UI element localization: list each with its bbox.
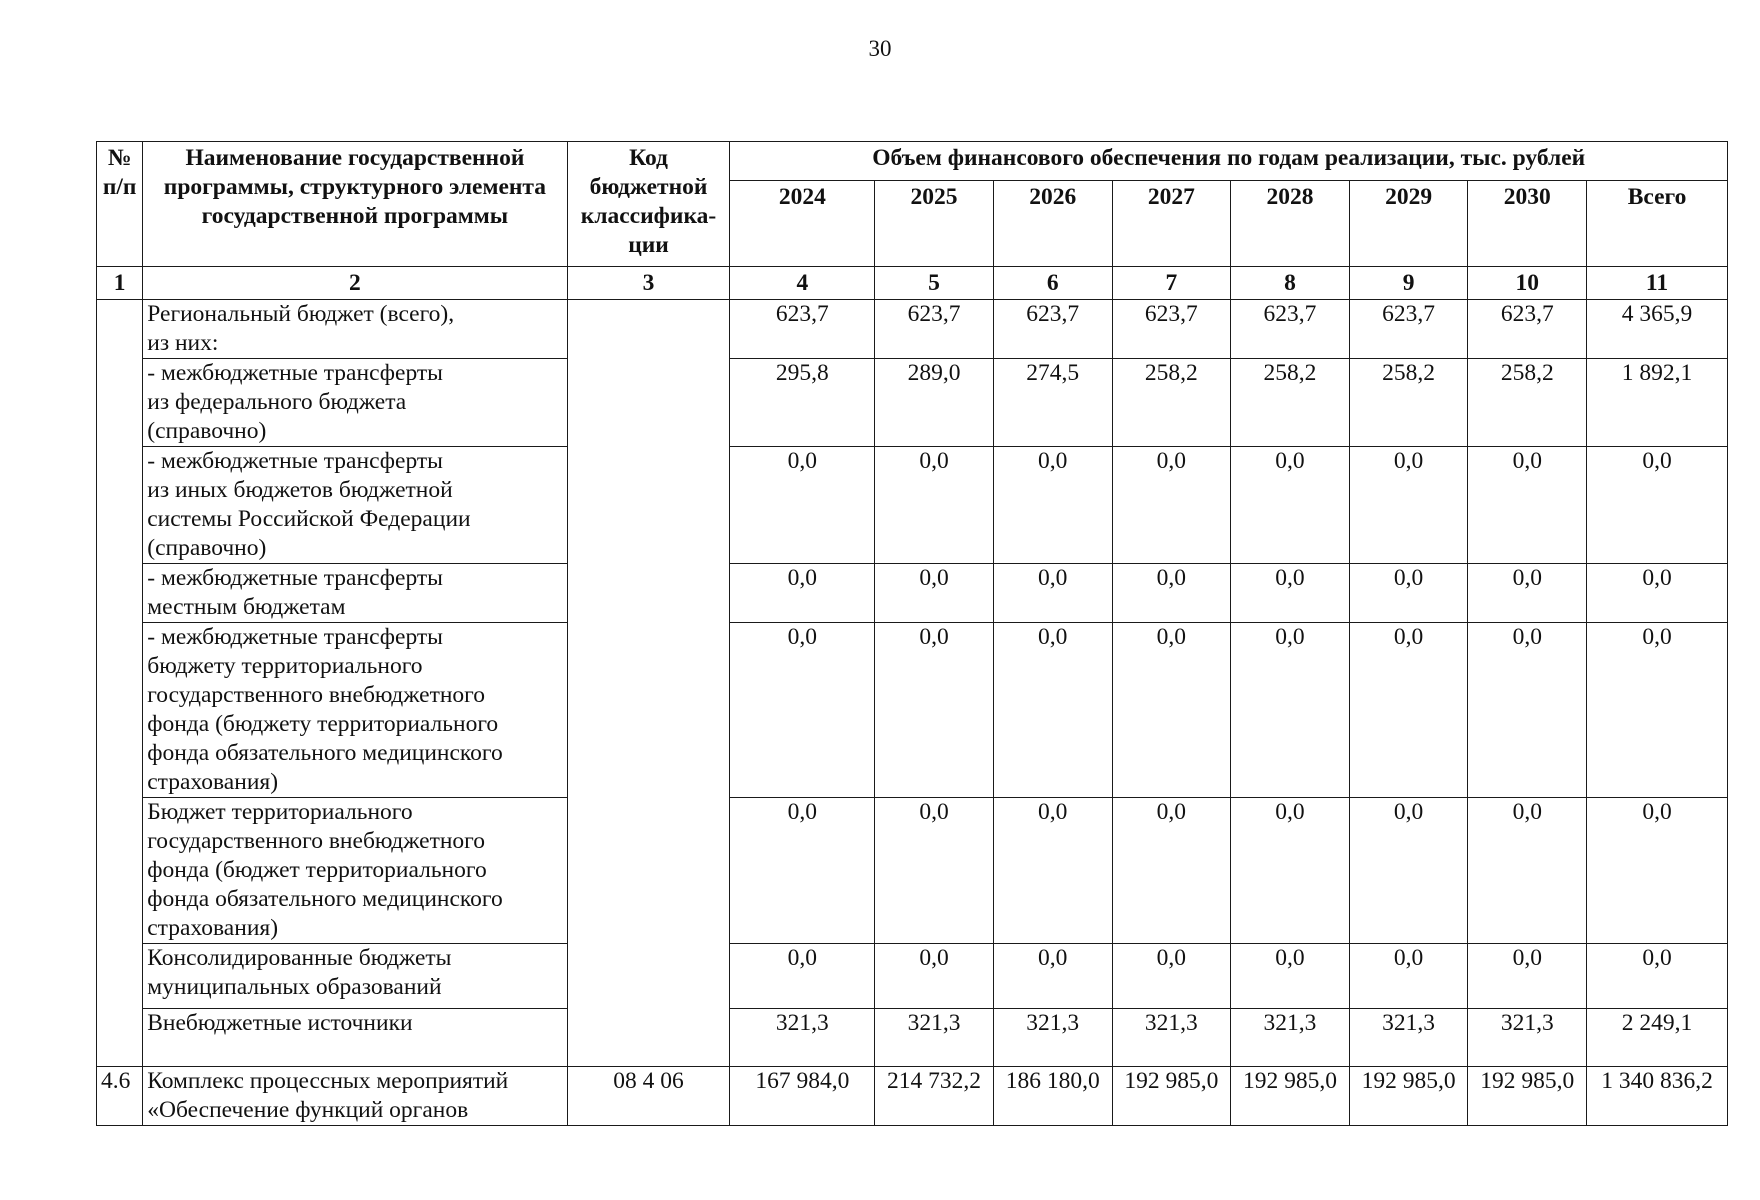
- row-value: 192 985,0: [1112, 1067, 1231, 1126]
- row-name: Комплекс процессных мероприятий «Обеспечение функций органов: [143, 1067, 567, 1126]
- row-value: 321,3: [993, 1009, 1112, 1067]
- row-value: 0,0: [875, 447, 994, 564]
- row-total: 0,0: [1587, 447, 1728, 564]
- row-value: 0,0: [875, 944, 994, 1009]
- column-index: 5: [875, 267, 994, 300]
- row-value: 0,0: [1231, 623, 1350, 798]
- row-total: 2 249,1: [1587, 1009, 1728, 1067]
- row-value: 0,0: [1349, 564, 1468, 623]
- page-number: 30: [868, 36, 892, 61]
- row-value: 0,0: [1231, 798, 1350, 944]
- row-value: 0,0: [993, 944, 1112, 1009]
- row-name: - межбюджетные трансферты местным бюджетам: [143, 564, 567, 623]
- row-value: 0,0: [875, 798, 994, 944]
- row-value: 0,0: [1231, 944, 1350, 1009]
- table-row: [97, 623, 1728, 798]
- row-value: 623,7: [993, 300, 1112, 359]
- row-name: Внебюджетные источники: [143, 1009, 567, 1067]
- row-value: 0,0: [1231, 564, 1350, 623]
- row-value: 321,3: [1231, 1009, 1350, 1067]
- budget-table: [96, 141, 1728, 1126]
- row-value: 0,0: [875, 623, 994, 798]
- header-year: 2029: [1349, 181, 1468, 267]
- row-value: 0,0: [730, 944, 875, 1009]
- column-index: 3: [567, 267, 730, 300]
- table-body: [97, 300, 1728, 1126]
- header-year: 2028: [1231, 181, 1350, 267]
- row-value: 0,0: [1112, 944, 1231, 1009]
- row-code: 08 4 06: [567, 1067, 730, 1126]
- table-row: [97, 300, 1728, 359]
- header-year: 2027: [1112, 181, 1231, 267]
- row-value: 0,0: [1112, 564, 1231, 623]
- header-name: Наименование государственной программы, структурного элемента государственной программы: [143, 142, 567, 267]
- column-index: 6: [993, 267, 1112, 300]
- row-value: 0,0: [1468, 623, 1587, 798]
- column-index: 8: [1231, 267, 1350, 300]
- header-year: 2030: [1468, 181, 1587, 267]
- header-total: Всего: [1587, 181, 1728, 267]
- row-value: 258,2: [1112, 359, 1231, 447]
- table-row: [97, 447, 1728, 564]
- column-index: 2: [143, 267, 567, 300]
- row-value: 321,3: [1349, 1009, 1468, 1067]
- header-code: Код бюджетной классифика-ции: [567, 142, 730, 267]
- row-value: 0,0: [1349, 944, 1468, 1009]
- row-name: - межбюджетные трансферты бюджету территориального государственного внебюджетного фонда (бюджету территориального фонда обязательного медицинского страхования): [143, 623, 567, 798]
- row-value: 0,0: [1468, 944, 1587, 1009]
- row-name: Бюджет территориального государственного внебюджетного фонда (бюджет территориального фонда обязательного медицинского страхования): [143, 798, 567, 944]
- row-total: 1 892,1: [1587, 359, 1728, 447]
- row-value: 0,0: [1349, 798, 1468, 944]
- row-value: 192 985,0: [1349, 1067, 1468, 1126]
- row-name: Региональный бюджет (всего), из них:: [143, 300, 567, 359]
- header-row-1: [97, 142, 1728, 181]
- row-value: 0,0: [875, 564, 994, 623]
- column-index: 11: [1587, 267, 1728, 300]
- row-value: 0,0: [730, 798, 875, 944]
- row-value: 0,0: [730, 447, 875, 564]
- row-value: 258,2: [1231, 359, 1350, 447]
- row-value: 0,0: [1231, 447, 1350, 564]
- column-index: 1: [97, 267, 143, 300]
- row-value: 214 732,2: [875, 1067, 994, 1126]
- row-value: 623,7: [730, 300, 875, 359]
- column-index-row: [97, 267, 1728, 300]
- table-row: [97, 944, 1728, 1009]
- row-code-cell: [567, 300, 730, 1067]
- row-value: 623,7: [875, 300, 994, 359]
- row-total: 1 340 836,2: [1587, 1067, 1728, 1126]
- row-number-cell: [97, 300, 143, 1067]
- row-value: 0,0: [1112, 798, 1231, 944]
- header-volume: Объем финансового обеспечения по годам реализации, тыс. рублей: [730, 142, 1728, 181]
- header-year: 2026: [993, 181, 1112, 267]
- row-value: 0,0: [1468, 798, 1587, 944]
- row-value: 623,7: [1349, 300, 1468, 359]
- row-value: 289,0: [875, 359, 994, 447]
- row-value: 0,0: [1468, 447, 1587, 564]
- column-index: 9: [1349, 267, 1468, 300]
- row-value: 0,0: [1112, 623, 1231, 798]
- header-year: 2025: [875, 181, 994, 267]
- row-name: - межбюджетные трансферты из иных бюджетов бюджетной системы Российской Федерации (справочно): [143, 447, 567, 564]
- row-value: 0,0: [1349, 623, 1468, 798]
- row-value: 0,0: [730, 623, 875, 798]
- row-number: 4.6: [97, 1067, 143, 1126]
- row-value: 258,2: [1468, 359, 1587, 447]
- row-value: 295,8: [730, 359, 875, 447]
- row-value: 167 984,0: [730, 1067, 875, 1126]
- row-value: 186 180,0: [993, 1067, 1112, 1126]
- row-value: 0,0: [993, 623, 1112, 798]
- row-value: 321,3: [730, 1009, 875, 1067]
- row-name: Консолидированные бюджеты муниципальных образований: [143, 944, 567, 1009]
- table-row: [97, 1009, 1728, 1067]
- row-value: 0,0: [993, 564, 1112, 623]
- row-value: 0,0: [1468, 564, 1587, 623]
- column-index: 10: [1468, 267, 1587, 300]
- row-value: 274,5: [993, 359, 1112, 447]
- row-value: 0,0: [1112, 447, 1231, 564]
- table-row: [97, 1067, 1728, 1126]
- row-total: 0,0: [1587, 564, 1728, 623]
- row-value: 623,7: [1468, 300, 1587, 359]
- header-number: № п/п: [97, 142, 143, 267]
- row-total: 0,0: [1587, 944, 1728, 1009]
- row-value: 192 985,0: [1231, 1067, 1350, 1126]
- row-total: 4 365,9: [1587, 300, 1728, 359]
- table-row: [97, 359, 1728, 447]
- table-row: [97, 564, 1728, 623]
- row-value: 0,0: [993, 798, 1112, 944]
- row-value: 321,3: [875, 1009, 994, 1067]
- row-total: 0,0: [1587, 623, 1728, 798]
- column-index: 4: [730, 267, 875, 300]
- row-total: 0,0: [1587, 798, 1728, 944]
- row-value: 258,2: [1349, 359, 1468, 447]
- column-index: 7: [1112, 267, 1231, 300]
- row-name: - межбюджетные трансферты из федерального бюджета (справочно): [143, 359, 567, 447]
- row-value: 321,3: [1112, 1009, 1231, 1067]
- row-value: 321,3: [1468, 1009, 1587, 1067]
- table-row: [97, 798, 1728, 944]
- row-value: 623,7: [1231, 300, 1350, 359]
- row-value: 623,7: [1112, 300, 1231, 359]
- row-value: 0,0: [730, 564, 875, 623]
- header-year: 2024: [730, 181, 875, 267]
- row-value: 192 985,0: [1468, 1067, 1587, 1126]
- row-value: 0,0: [993, 447, 1112, 564]
- row-value: 0,0: [1349, 447, 1468, 564]
